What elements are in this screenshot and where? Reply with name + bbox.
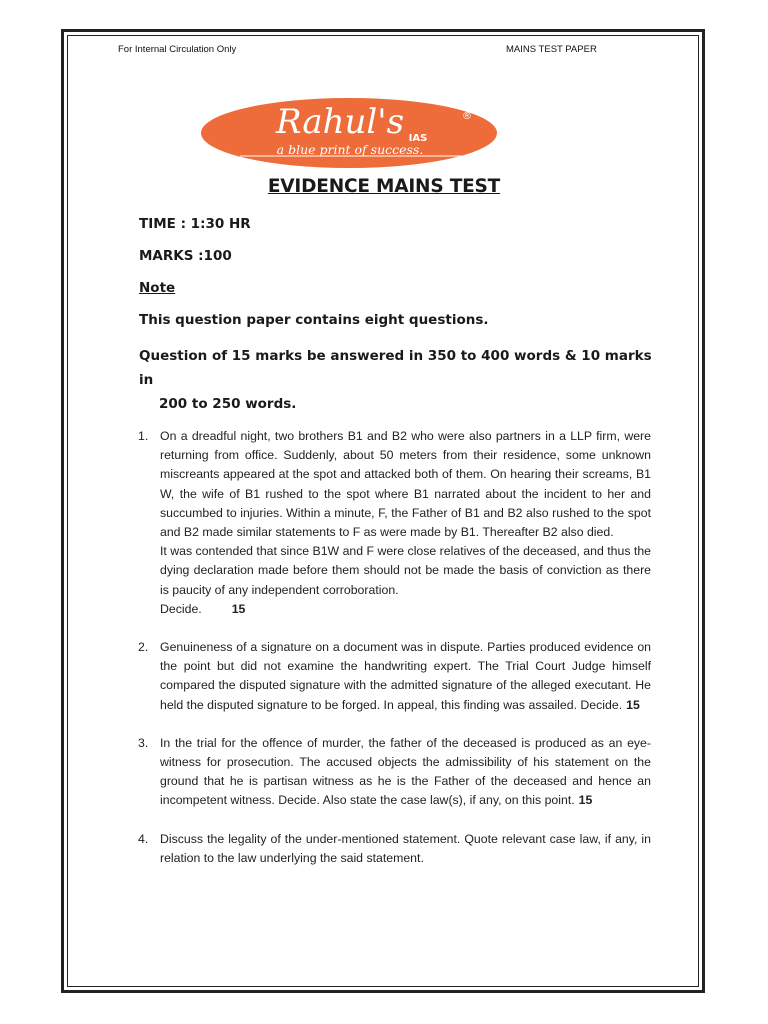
question-text: [160, 734, 651, 811]
question-body: Genuineness of a signature on a document was in dispute. Parties produced evidence on the point but did not examine the handwriting expert. The Trial Court Judge himself compared the disputed signature with the admitted signature of the alleged executant. He held the disputed signature to be forged. In appeal, this finding was assailed. Decide.: [160, 640, 651, 712]
question-text: [160, 638, 651, 715]
question-item: [138, 638, 651, 715]
note-heading: Note: [139, 280, 176, 296]
logo-registered-mark: ®: [462, 111, 472, 122]
question-marks: 15: [626, 697, 640, 712]
decide-label: Decide.: [160, 601, 202, 616]
question-marks: 15: [231, 601, 246, 616]
logo-tagline: a blue print of success.: [276, 142, 424, 157]
question-marks: 15: [578, 793, 593, 808]
header-paper-type: MAINS TEST PAPER: [506, 44, 597, 55]
question-item: [138, 734, 651, 811]
question-number: 3.: [138, 735, 149, 750]
test-duration: TIME : 1:30 HR: [139, 216, 251, 232]
word-limit-instruction: [139, 344, 659, 416]
instruction-line-1: Question of 15 marks be answered in 350 to 400 words & 10 marks in: [139, 348, 652, 388]
question-number: 4.: [138, 831, 149, 846]
question-body: In the trial for the offence of murder, the father of the deceased is produced as an eye-witness for prosecution. The accused objects the admissibility of his statement on the ground that he is partisan witness as he is the Father of the deceased and hence an incompetent witness. Decide. Also state the case law(s), if any, on this point.: [160, 735, 651, 808]
question-list: [138, 427, 651, 887]
question-body: Discuss the legality of the under-mentioned statement. Quote relevant case law, if any, in relation to the law underlying the said statement.: [160, 831, 651, 865]
logo-brand-text: Rahul's: [275, 102, 405, 142]
question-text: [160, 427, 651, 619]
question-count-note: This question paper contains eight questions.: [139, 312, 489, 328]
page-title: EVIDENCE MAINS TEST: [267, 176, 501, 197]
question-closing: [160, 600, 651, 619]
question-item: [138, 427, 651, 619]
rahuls-ias-logo: [200, 97, 498, 169]
header-circulation: For Internal Circulation Only: [118, 44, 237, 55]
question-item: [138, 830, 651, 868]
question-text: [160, 830, 651, 868]
question-paragraph: On a dreadful night, two brothers B1 and B2 who were also partners in a LLP firm, were returning from office. Suddenly, about 50 meters from their residence, some unknown miscreants appeared at the spot and attacked both of them. On hearing their screams, B1 W, the wife of B1 rushed to the spot where B1 narrated about the incident to her and succumbed to injuries. Within a minute, F, the Father of B1 and B2 also rushed to the spot and B2 made similar statements to F as were made by B1. Thereafter B2 also died.: [160, 429, 651, 540]
logo-ias-text: IAS: [408, 133, 428, 144]
question-number: 2.: [138, 640, 149, 655]
question-number: 1.: [138, 429, 149, 443]
total-marks: MARKS :100: [139, 248, 232, 264]
instruction-line-2: 200 to 250 words.: [159, 396, 297, 412]
question-paragraph: It was contended that since B1W and F were close relatives of the deceased, and thus the dying declaration made before them should not be made the basis of conviction as there is paucity of any independent corroboration.: [160, 544, 651, 597]
